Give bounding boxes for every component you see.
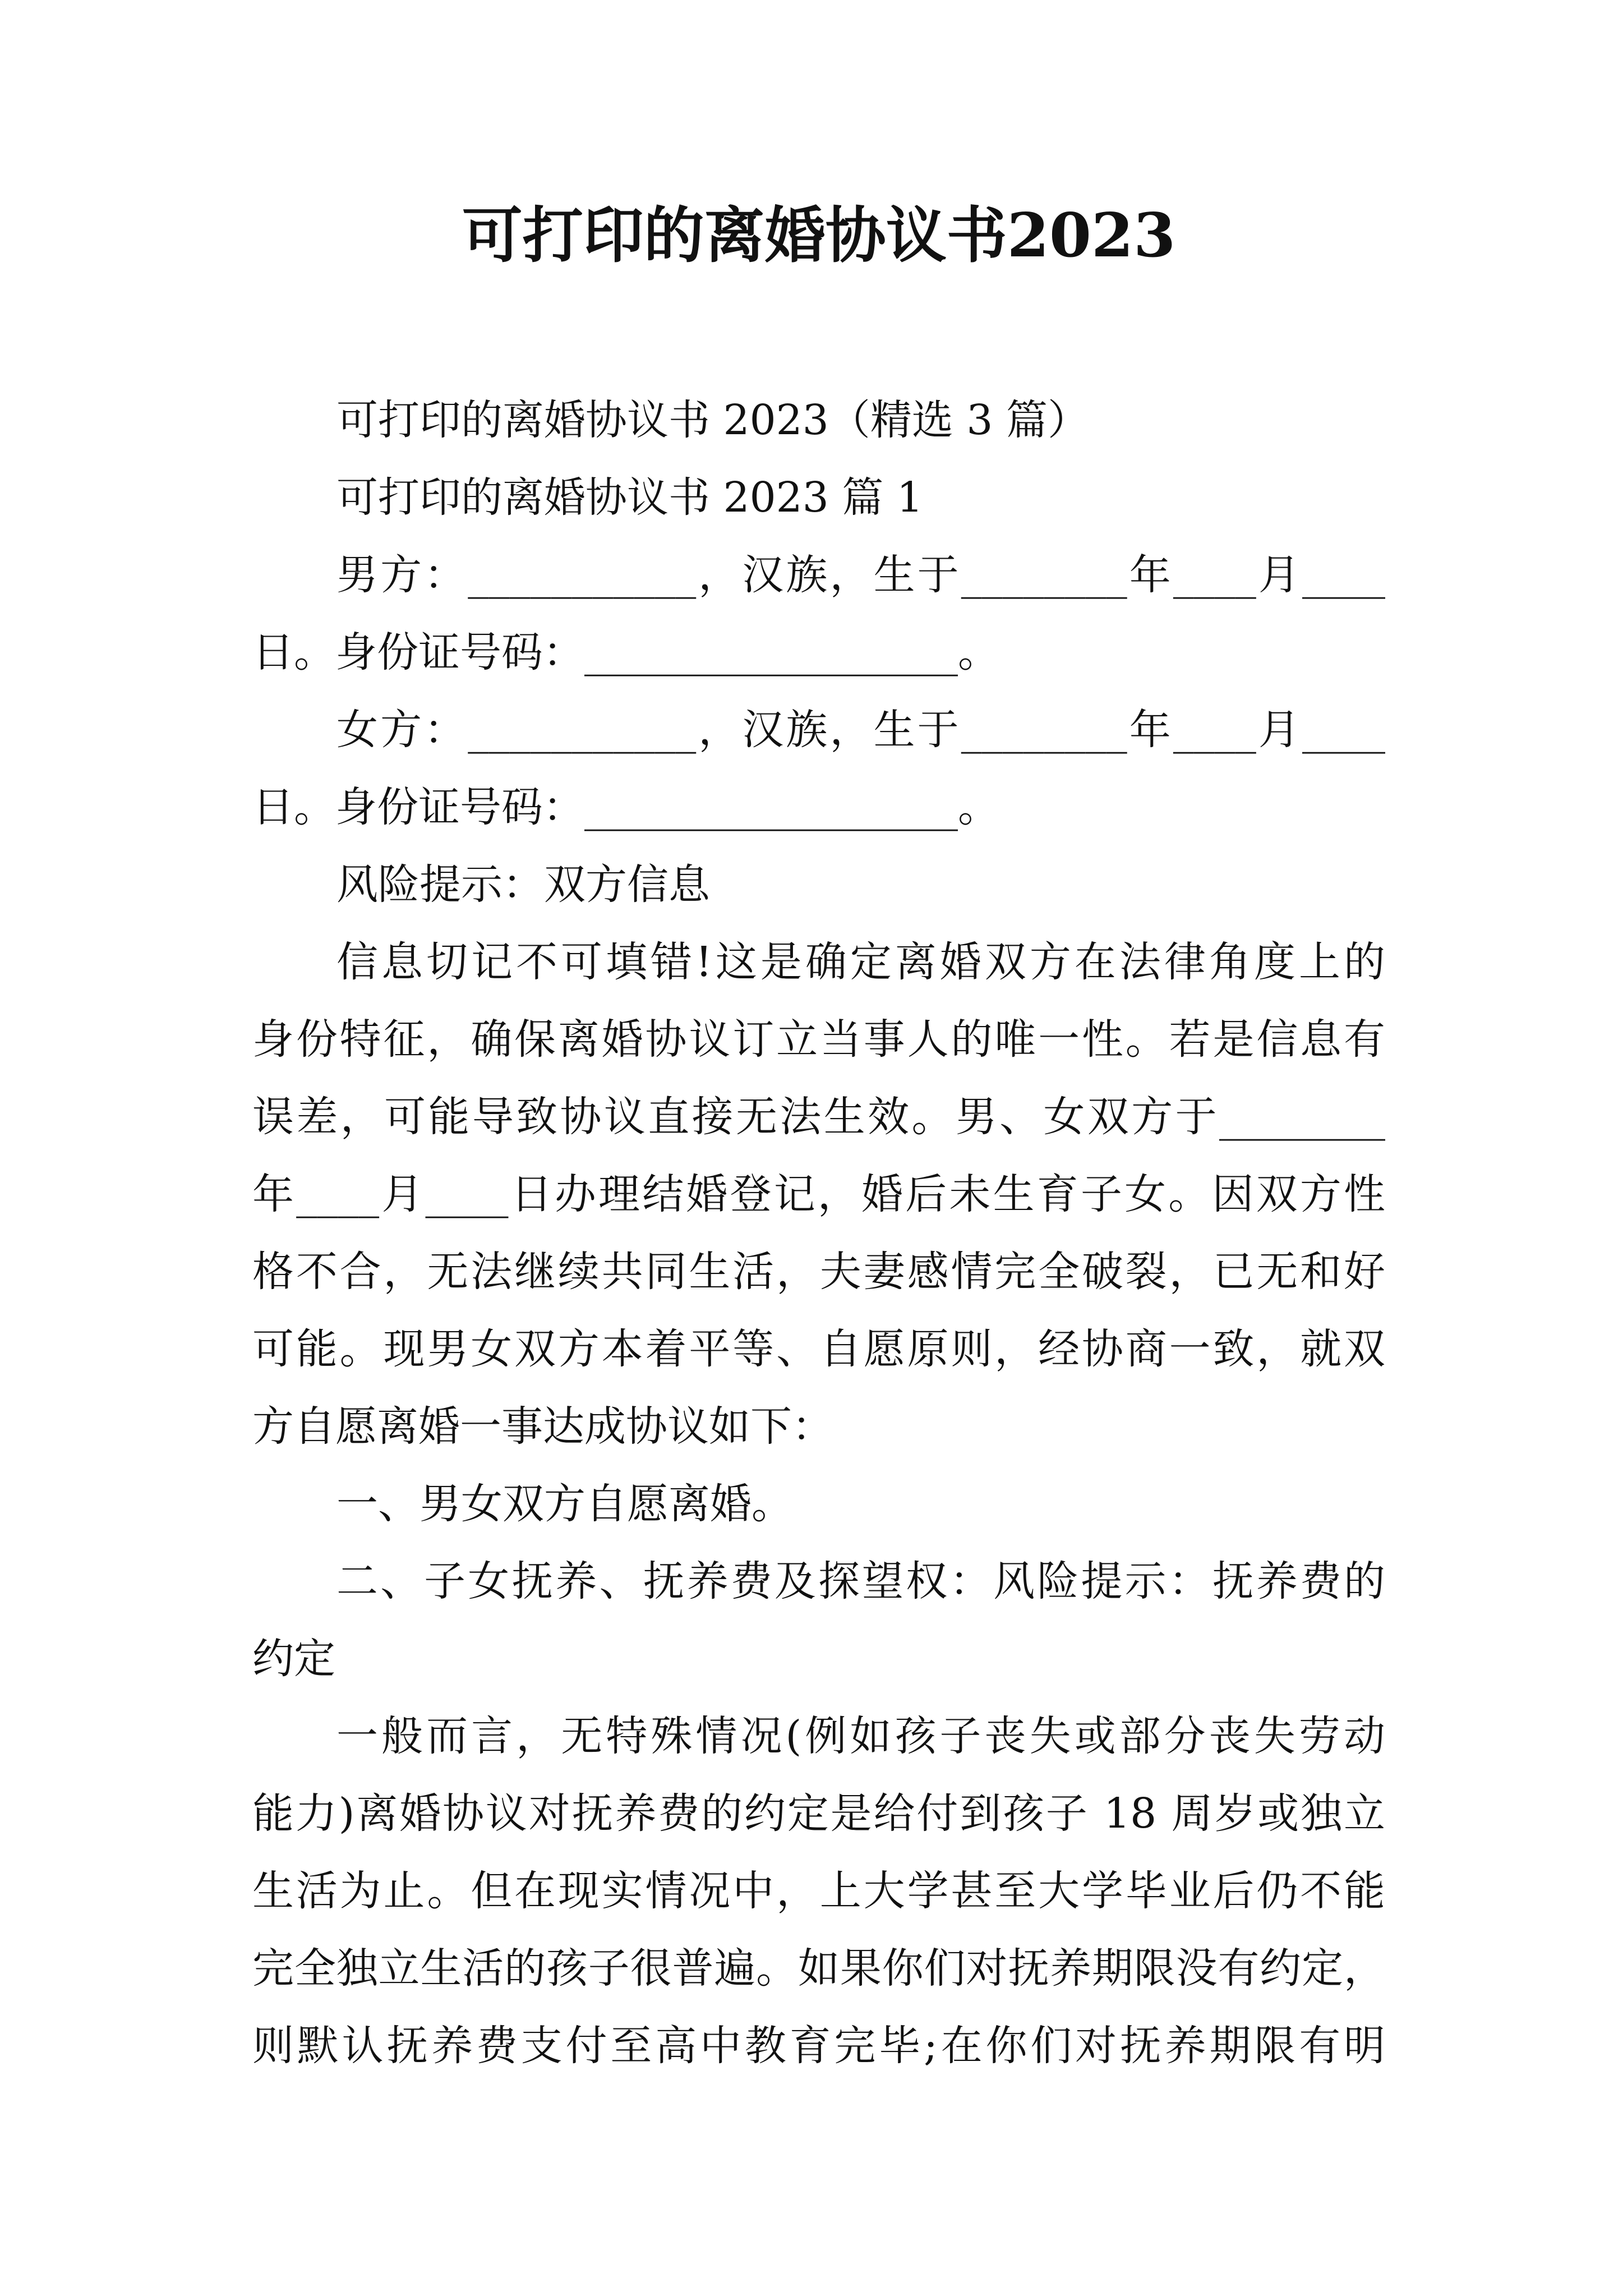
paragraph-line: 一般而言，无特殊情况(例如孩子丧失或部分丧失劳动 [336,1712,1385,1760]
male-id-line: 日。身份证号码：__________________。 [252,628,999,677]
clause-one: 一、男女双方自愿离婚。 [336,1480,793,1528]
paragraph-line: 信息切记不可填错!这是确定离婚双方在法律角度上的 [336,938,1385,986]
paragraph-line: 方自愿离婚一事达成协议如下： [252,1402,833,1451]
document-title: 可打印的离婚协议书2023 [462,200,1176,271]
female-party-line: 女方：___________，汉族，生于________年____月____ [336,706,1385,754]
section-heading: 可打印的离婚协议书 2023 篇 1 [336,473,923,522]
paragraph-line: 则默认抚养费支付至高中教育完毕;在你们对抚养期限有明 [252,2022,1385,2070]
document-body [252,381,1385,2085]
male-party-line: 男方：___________，汉族，生于________年____月____ [336,551,1385,599]
paragraph-line: 生活为止。但在现实情况中，上大学甚至大学毕业后仍不能 [252,1867,1385,1915]
paragraph-line: 可能。现男女双方本着平等、自愿原则，经协商一致，就双 [252,1325,1385,1373]
female-id-line: 日。身份证号码：__________________。 [252,783,999,831]
risk-tip-heading: 风险提示：双方信息 [336,861,710,909]
paragraph-line: 身份特征，确保离婚协议订立当事人的唯一性。若是信息有 [252,1015,1385,1064]
clause-two: 二、子女抚养、抚养费及探望权：风险提示：抚养费的 [336,1557,1385,1605]
subtitle-line: 可打印的离婚协议书 2023（精选 3 篇） [336,396,1089,444]
paragraph-line: 误差，可能导致协议直接无法生效。男、女双方于________ [252,1093,1385,1141]
paragraph-line: 年____月____日办理结婚登记，婚后未生育子女。因双方性 [252,1170,1385,1218]
clause-two-continued: 约定 [252,1635,335,1683]
paragraph-line: 完全独立生活的孩子很普遍。如果你们对抚养期限没有约定， [252,1944,1385,1993]
paragraph-line: 能力)离婚协议对抚养费的约定是给付到孩子 18 周岁或独立 [252,1789,1385,1838]
paragraph-line: 格不合，无法继续共同生活，夫妻感情完全破裂，已无和好 [252,1248,1385,1296]
